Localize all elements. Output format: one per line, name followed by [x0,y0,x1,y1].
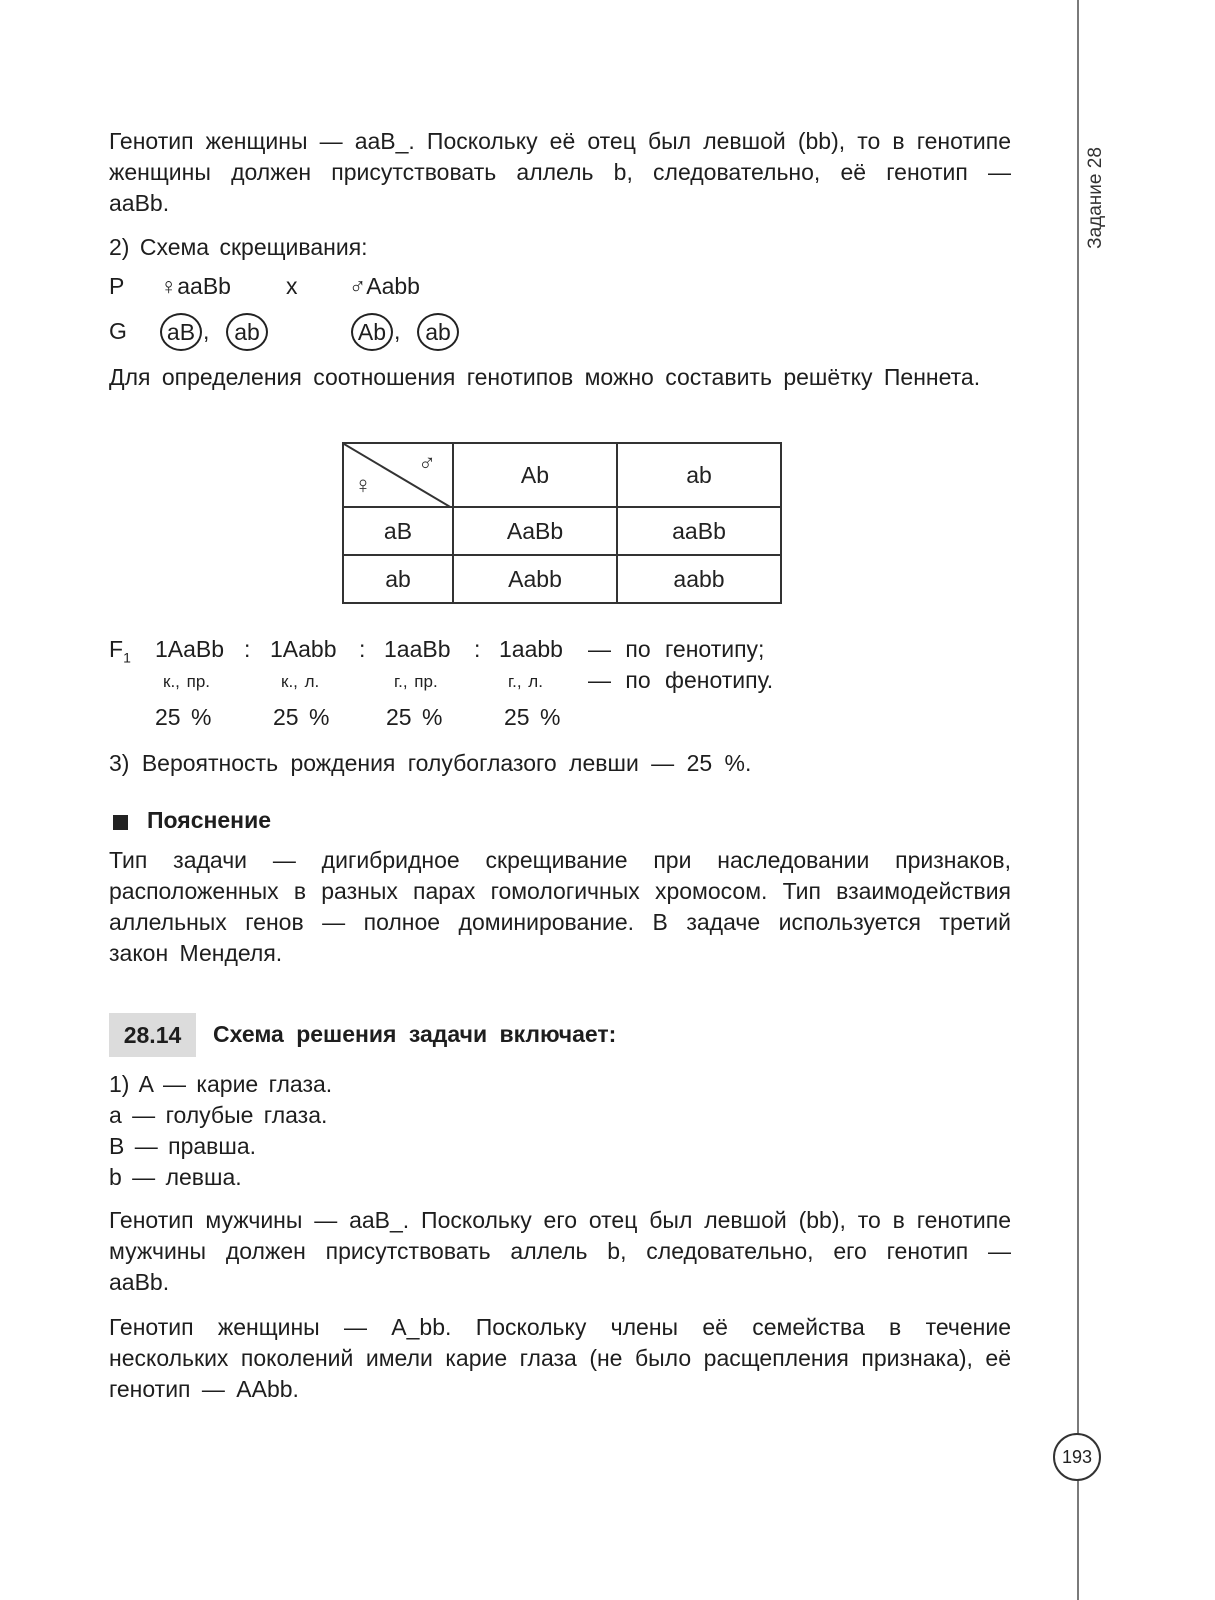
woman-genotype-paragraph-2: Генотип женщины — A_bb. Поскольку члены её семейства в течение нескольких поколений имели карие глаза (не было расщепления признака), её генотип — AAbb. [109,1314,1011,1402]
punnett-row-header: ab [343,555,453,603]
f1-genotype: 1AaBb [155,636,225,662]
probability-line: 3) Вероятность рождения голубоглазого левши — 25 %. [109,750,752,776]
punnett-corner-cell [343,443,453,507]
cross-symbol: x [286,273,298,299]
scheme-heading: 2) Схема скрещивания: [109,234,368,260]
ratio-separator: : [474,636,481,662]
gamete-male-2: ab [417,313,459,351]
f1-percent: 25 % [386,704,443,730]
by-phenotype-label: — по фенотипу. [588,667,774,693]
punnett-cell: aabb [617,555,781,603]
female-symbol: ♀ [354,472,372,499]
f1-genotype: 1aabb [499,636,563,662]
page-number: 193 [1053,1433,1101,1481]
task-number-badge: 28.14 [109,1013,196,1057]
punnett-col-header: Ab [453,443,617,507]
allele-item: B — правша. [109,1133,257,1159]
f1-phenotype: к., пр. [163,672,210,691]
gamete-female-1: aB [160,313,202,351]
f1-percent: 25 % [504,704,561,730]
punnett-row-header: aB [343,507,453,555]
punnett-cell: Aabb [453,555,617,603]
task-title: Схема решения задачи включает: [213,1021,617,1047]
f1-label: $F_1$ [109,636,131,666]
gamete-comma: , [394,318,401,344]
ratio-separator: : [244,636,251,662]
by-genotype-label: — по генотипу; [588,636,765,662]
f1-percent: 25 % [155,704,212,730]
margin-rule [1077,0,1079,1600]
gamete-male-1: Ab [351,313,393,351]
male-symbol: ♂ [418,450,436,477]
parent-male: ♂Aabb [349,273,420,299]
parents-label: P [109,273,125,299]
f1-phenotype: г., пр. [394,672,438,691]
allele-item: a — голубые глаза. [109,1102,328,1128]
punnett-square [342,442,782,604]
gametes-label: G [109,318,127,344]
gamete-comma: , [203,318,210,344]
punnett-col-header: ab [617,443,781,507]
f1-genotype: 1Aabb [270,636,337,662]
gamete-female-2: ab [226,313,268,351]
punnett-cell: aaBb [617,507,781,555]
parent-female: ♀aaBb [160,273,231,299]
task-side-label: Задание 28 [1085,147,1106,249]
woman-genotype-paragraph: Генотип женщины — aaB_. Поскольку её отец был левшой (bb), то в генотипе женщины должен присутствовать аллель b, следовательно, её генотип — aaBb. [109,128,1011,216]
allele-item: 1) A — карие глаза. [109,1071,333,1097]
man-genotype-paragraph: Генотип мужчины — aaB_. Поскольку его отец был левшой (bb), то в генотипе мужчины должен присутствовать аллель b, следовательно, его генотип — aaBb. [109,1207,1011,1295]
punnett-intro-paragraph: Для определения соотношения генотипов можно составить решётку Пеннета. [109,364,981,390]
f1-genotype: 1aaBb [384,636,451,662]
explanation-paragraph: Тип задачи — дигибридное скрещивание при наследовании признаков, расположенных в разных парах гомологичных хромосом. Тип взаимодействия аллельных генов — полное доминирование. В задаче используется третий закон Менделя. [109,847,1011,966]
explanation-heading: Пояснение [147,807,271,833]
allele-item: b — левша. [109,1164,242,1190]
f1-percent: 25 % [273,704,330,730]
f1-phenotype: г., л. [508,672,543,691]
f1-phenotype: к., л. [281,672,320,691]
punnett-cell: AaBb [453,507,617,555]
bullet-square-icon [113,815,128,830]
ratio-separator: : [359,636,366,662]
